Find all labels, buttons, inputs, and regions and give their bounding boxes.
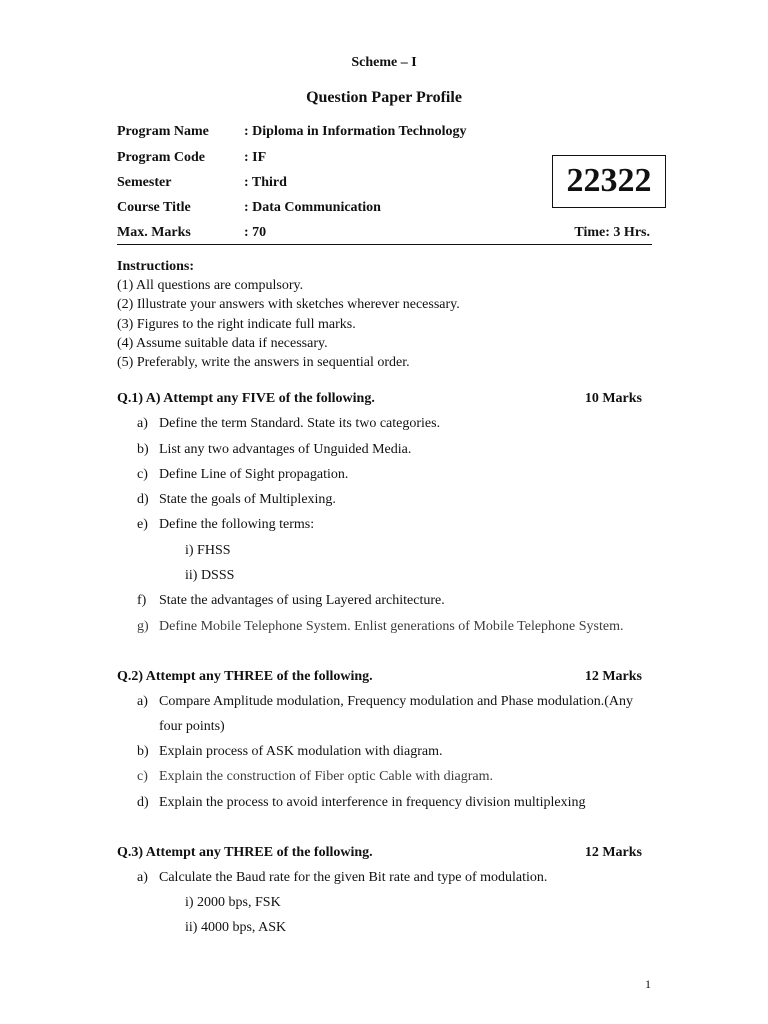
- item-text: Define the term Standard. State its two categories.: [159, 416, 441, 431]
- item-text: Compare Amplitude modulation, Frequency modulation and Phase modulation.(Any: [159, 694, 633, 709]
- instruction-item: (1) All questions are compulsory.: [117, 278, 304, 293]
- q3-marks: 12 Marks: [584, 845, 642, 860]
- program-name-value: : Diploma in Information Technology: [244, 124, 467, 139]
- q1-e-sub-item: i) FHSS: [185, 543, 231, 558]
- course-title-label: Course Title: [117, 200, 191, 215]
- course-title-value: : Data Communication: [244, 200, 381, 215]
- item-label: e): [137, 517, 148, 532]
- header-divider: [117, 244, 652, 245]
- subject-code-box: 22322: [552, 155, 666, 208]
- item-text: State the goals of Multiplexing.: [159, 492, 336, 507]
- time-label: Time: 3 Hrs.: [574, 225, 650, 240]
- q1-marks: 10 Marks: [584, 391, 642, 406]
- item-text: Define Line of Sight propagation.: [159, 467, 349, 482]
- item-label: a): [137, 870, 148, 885]
- instruction-item: (2) Illustrate your answers with sketches wherever necessary.: [117, 297, 460, 312]
- program-code-value: : IF: [244, 150, 267, 165]
- scheme-label: Scheme – I: [351, 55, 417, 70]
- page-title: Question Paper Profile: [306, 89, 462, 106]
- item-text: Calculate the Baud rate for the given Bit rate and type of modulation.: [159, 870, 548, 885]
- item-label: c): [137, 769, 148, 784]
- program-code-label: Program Code: [117, 150, 205, 165]
- q3-heading: Q.3) Attempt any THREE of the following.: [117, 845, 373, 860]
- q3-a-sub-item: i) 2000 bps, FSK: [185, 895, 281, 910]
- item-text: List any two advantages of Unguided Media.: [159, 442, 412, 457]
- item-label: c): [137, 467, 148, 482]
- instruction-item: (4) Assume suitable data if necessary.: [117, 336, 328, 351]
- item-label: b): [137, 744, 149, 759]
- item-label: a): [137, 694, 148, 709]
- item-label: d): [137, 492, 149, 507]
- item-label: b): [137, 442, 149, 457]
- item-text: Explain the construction of Fiber optic Cable with diagram.: [159, 769, 493, 784]
- semester-label: Semester: [117, 175, 172, 190]
- instructions-heading: Instructions:: [117, 259, 195, 274]
- page-number: 1: [645, 977, 651, 991]
- item-text: Explain the process to avoid interference in frequency division multiplexing: [159, 795, 586, 810]
- max-marks-label: Max. Marks: [117, 225, 191, 240]
- instruction-item: (3) Figures to the right indicate full marks.: [117, 317, 356, 332]
- q1-e-sub-item: ii) DSSS: [185, 568, 235, 583]
- item-text: Explain process of ASK modulation with diagram.: [159, 744, 443, 759]
- item-label: g): [137, 619, 149, 634]
- q1-heading: Q.1) A) Attempt any FIVE of the following.: [117, 391, 375, 406]
- q2-item-a-continuation: four points): [159, 719, 225, 734]
- item-text: Define the following terms:: [159, 517, 315, 532]
- max-marks-value: : 70: [244, 225, 267, 240]
- instruction-item: (5) Preferably, write the answers in sequential order.: [117, 355, 410, 370]
- q3-a-sub-item: ii) 4000 bps, ASK: [185, 920, 287, 935]
- item-text: Define Mobile Telephone System. Enlist generations of Mobile Telephone System.: [159, 619, 624, 634]
- item-label: a): [137, 416, 148, 431]
- q2-heading: Q.2) Attempt any THREE of the following.: [117, 669, 373, 684]
- item-label: f): [137, 593, 147, 608]
- item-text: State the advantages of using Layered architecture.: [159, 593, 445, 608]
- program-name-label: Program Name: [117, 124, 209, 139]
- semester-value: : Third: [244, 175, 287, 190]
- item-label: d): [137, 795, 149, 810]
- q2-marks: 12 Marks: [584, 669, 642, 684]
